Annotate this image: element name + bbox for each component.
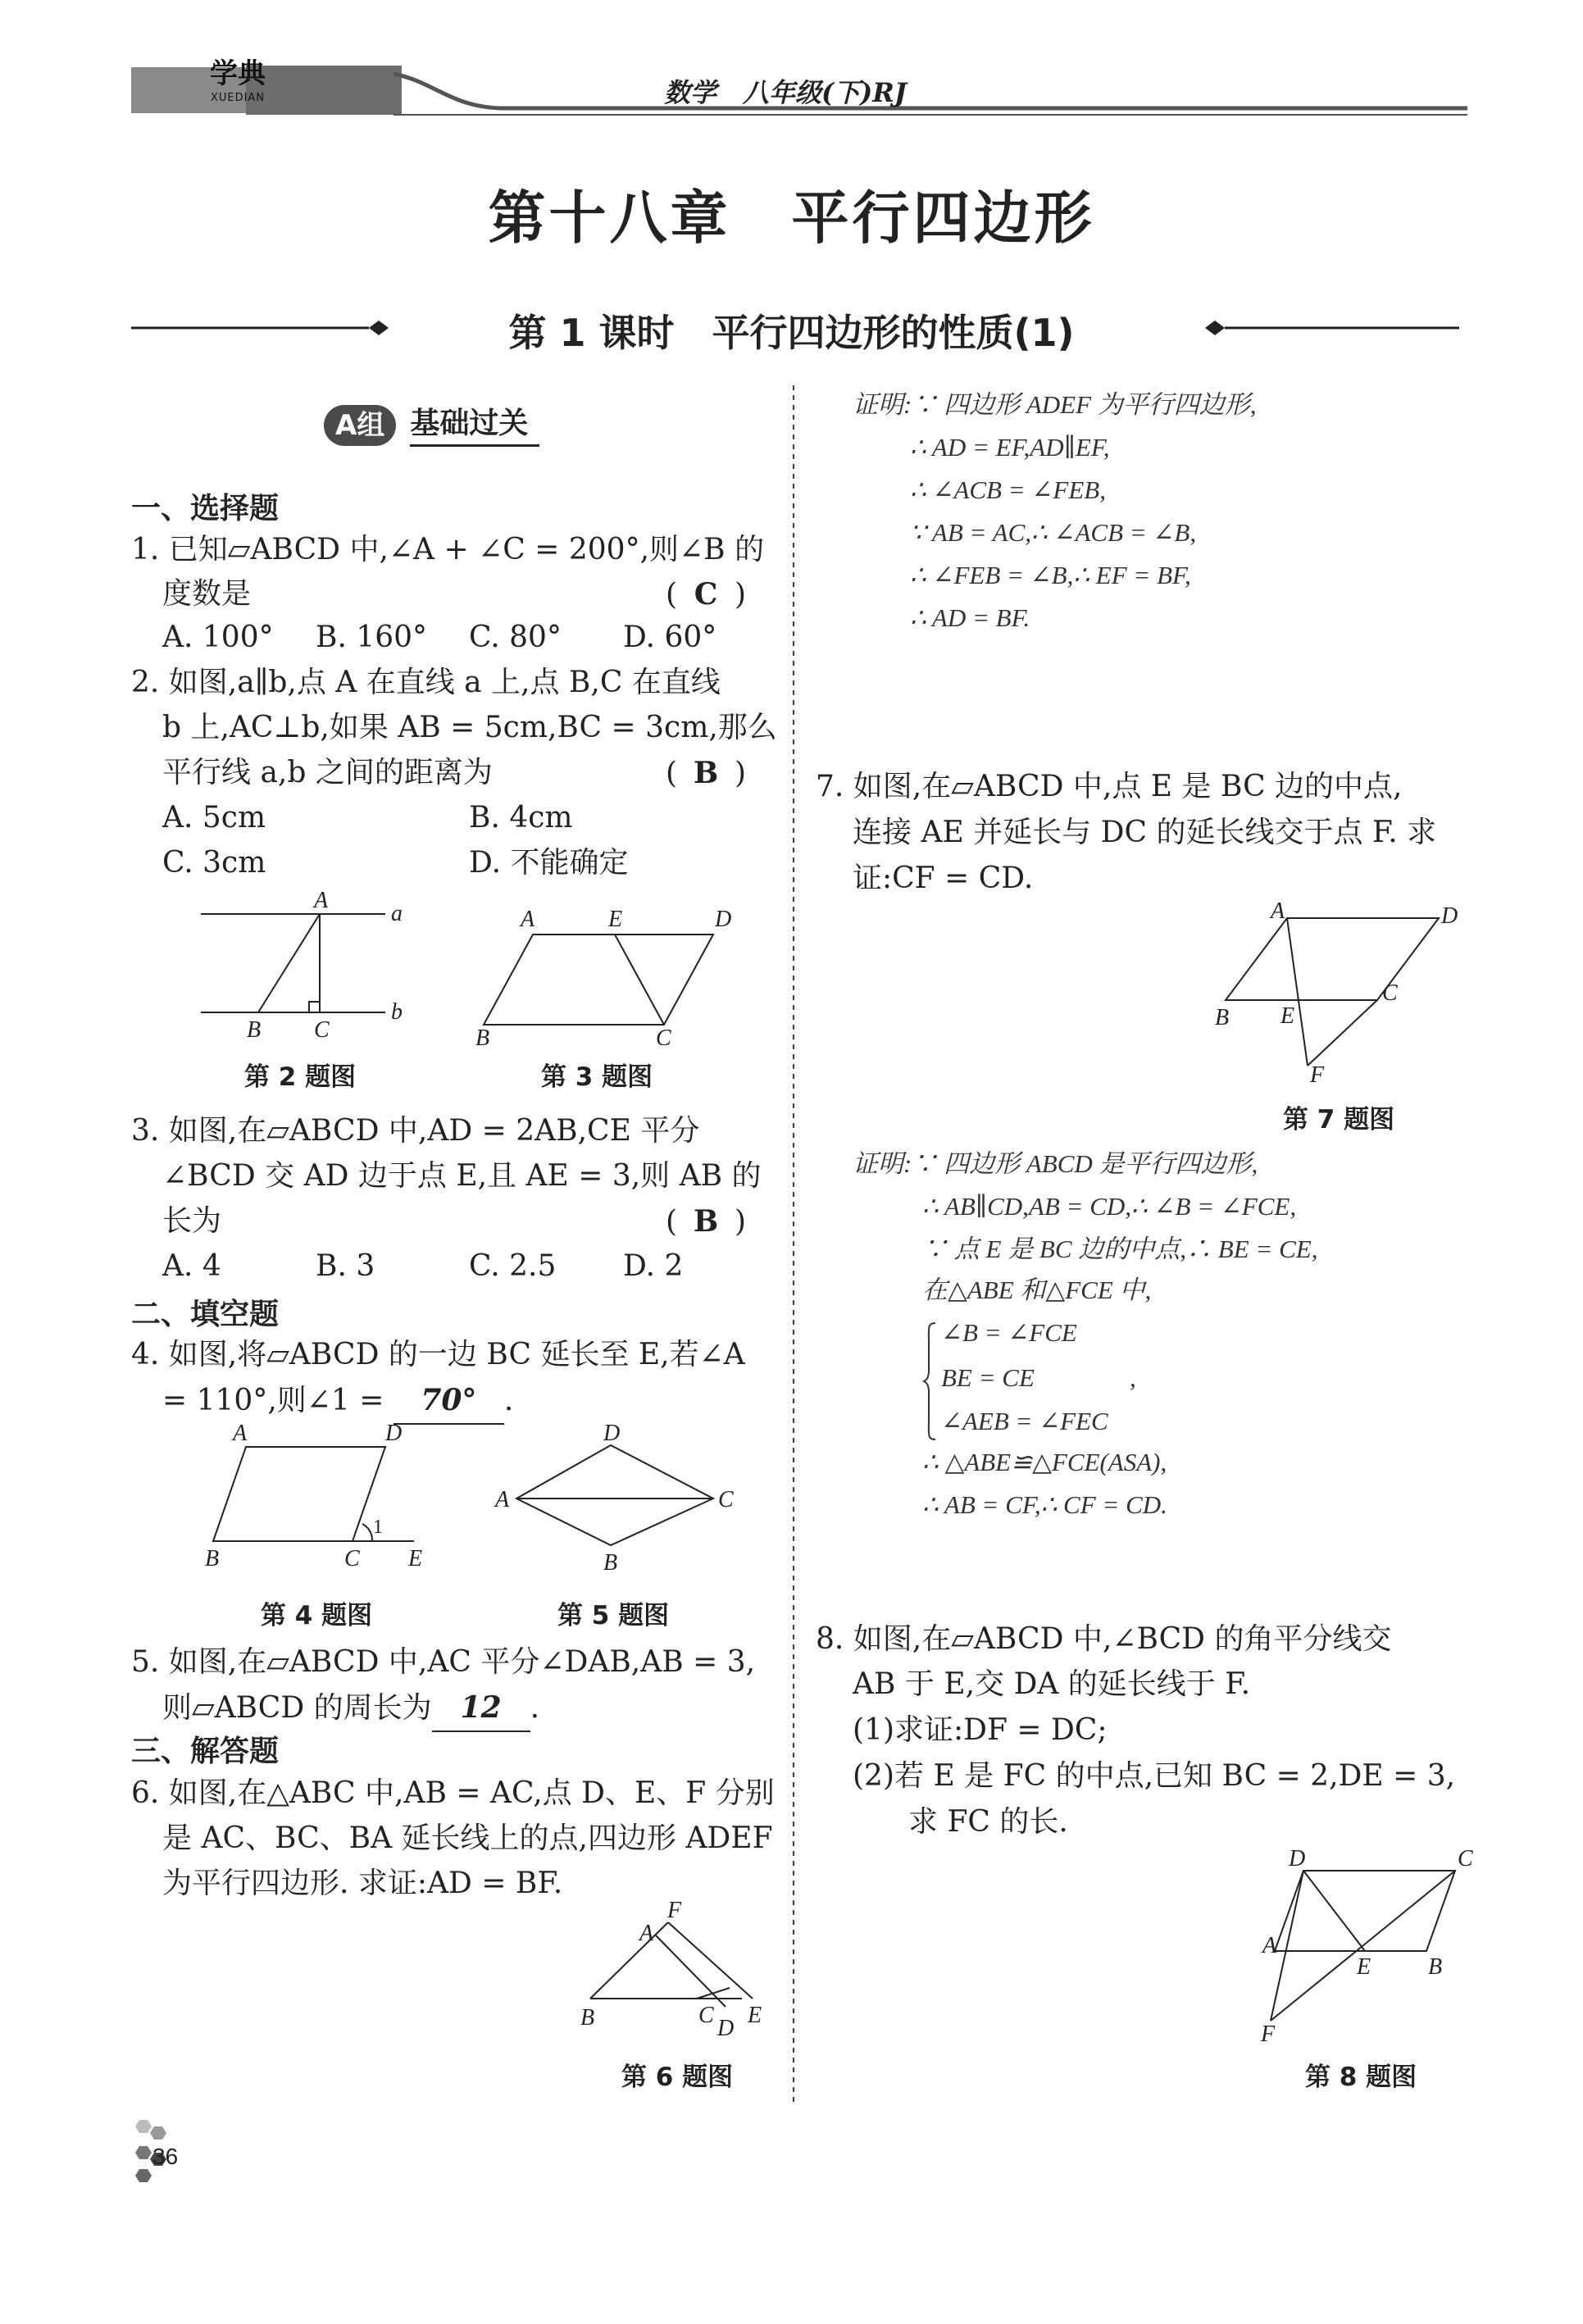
q4-line2-suffix: . [503,1384,514,1417]
q2-opt-a: A. 5cm [162,801,266,835]
proof6-line5: ∴ ∠FEB = ∠B,∴ EF = BF, [910,561,1191,589]
q8-line4: (2)若 E 是 FC 的中点,已知 BC = 2,DE = 3, [853,1759,1456,1793]
label-A: A [639,1921,654,1946]
label-C: C [1458,1846,1473,1871]
q3-answer: B [693,1204,719,1239]
q6-line2: 是 AC、BC、BA 延长线上的点,四边形 ADEF [162,1821,773,1855]
chapter-title: 第十八章 平行四边形 [488,184,1095,252]
section-solve: 三、解答题 [131,1735,280,1768]
q5-line2-prefix: 则▱ABCD 的周长为 [162,1691,432,1725]
section-choice: 一、选择题 [131,492,280,525]
label-A: A [521,907,535,932]
proof7-brace1: ∠B = ∠FCE [941,1318,1077,1347]
label-B: B [580,2005,595,2031]
fig2-caption: 第 2 题图 [244,1062,357,1092]
parallelogram-abcd [213,1447,385,1541]
right-angle-mark [309,1002,320,1012]
segment-cf [1308,1000,1377,1066]
segment-de [697,1988,730,1999]
q1-opt-c: C. 80° [469,621,562,654]
q1-opt-b: B. 160° [316,621,428,654]
q4-line1: 4. 如图,将▱ABCD 的一边 BC 延长至 E,若∠A [131,1338,745,1371]
q7-line3: 证:CF = CD. [853,862,1034,895]
q2-opt-c: C. 3cm [162,846,266,880]
label-E: E [748,2003,762,2028]
label-C: C [1382,980,1398,1006]
label-B: B [475,1026,490,1045]
proof7-line4: 在△ABE 和△FCE 中, [922,1276,1152,1304]
proof6-line1: 证明:∵ 四边形 ADEF 为平行四边形, [853,390,1257,419]
group-title: 基础过关 [410,403,539,447]
label-E: E [408,1546,423,1571]
proof6-line6: ∴ AD = BF. [910,603,1030,632]
q1-opt-a: A. 100° [162,621,274,654]
label-B: B [205,1546,220,1571]
label-C: C [344,1546,360,1571]
label-D: D [603,1422,621,1446]
label-B: B [247,1017,262,1043]
q7-line2: 连接 AE 并延长与 DC 的延长线交于点 F. 求 [853,816,1437,849]
q3-line1: 3. 如图,在▱ABCD 中,AD = 2AB,CE 平分 [131,1114,700,1148]
parallelogram-abcd [1275,1871,1455,1951]
label-D: D [1441,903,1458,929]
label-A: A [495,1487,510,1512]
group-badge: A组 [324,405,396,446]
q1-line2: 度数是 [162,577,252,611]
column-divider [791,385,796,2107]
label-D: D [717,2016,735,2041]
figure-8 [1246,1844,1492,2049]
q6-line1: 6. 如图,在△ABC 中,AB = AC,点 D、E、F 分别 [131,1776,775,1810]
q2-answer: B [693,756,719,790]
q8-line2: AB 于 E,交 DA 的延长线于 F. [853,1667,1251,1701]
q5-line2-suffix: . [530,1691,540,1725]
figure-5 [492,1422,738,1574]
figure-2 [193,889,414,1045]
label-D: D [1289,1846,1306,1871]
label-1: 1 [373,1517,383,1538]
q8-line3: (1)求证:DF = DC; [853,1713,1108,1747]
q5-answer: 12 [432,1685,530,1732]
q2-line2: b 上,AC⊥b,如果 AB = 5cm,BC = 3cm,那么 [162,711,777,744]
q5-line2 [162,1685,539,1732]
label-C: C [698,2003,714,2028]
fig7-caption: 第 7 题图 [1283,1105,1395,1135]
q3-line3: 长为 [162,1204,222,1238]
q1-answer-bracket: ( C ) [666,571,746,618]
segment-af [1287,918,1308,1066]
figure-3 [459,902,746,1045]
q6-line3: 为平行四边形. 求证:AD = BF. [162,1867,563,1900]
q2-opt-d: D. 不能确定 [469,846,629,880]
label-C: C [718,1487,734,1512]
lesson-title: 第 1 课时 平行四边形的性质(1) [508,311,1075,355]
q1-opt-d: D. 60° [623,621,717,654]
label-A: A [233,1422,248,1446]
fig8-caption: 第 8 题图 [1305,2062,1417,2092]
label-C: C [656,1026,671,1045]
brace [922,1320,939,1443]
parallelogram-abcd [484,935,713,1025]
page-number: 36 [152,2144,179,2169]
logo-text: 学典 [210,57,266,90]
q8-line5: 求 FC 的长. [908,1805,1068,1839]
label-F: F [1261,2022,1276,2047]
label-C: C [314,1017,330,1043]
rhombus-abcd [516,1445,713,1545]
label-a: a [391,901,403,926]
proof7-line1: 证明:∵ 四边形 ABCD 是平行四边形, [853,1149,1258,1178]
q3-opt-a: A. 4 [162,1249,221,1283]
figure-4 [197,1422,443,1574]
segment-de [1303,1871,1365,1951]
section-fill: 二、填空题 [131,1298,280,1331]
q4-line2-prefix: = 110°,则∠1 = [162,1384,393,1417]
q3-answer-bracket: ( B ) [666,1198,746,1245]
fig4-caption: 第 4 题图 [261,1601,373,1630]
q2-answer-bracket: ( B ) [666,750,746,797]
label-E: E [608,907,623,932]
header-subject: 数学 八年级(下)RJ [664,77,907,108]
q3-opt-c: C. 2.5 [469,1249,557,1283]
label-D: D [385,1422,403,1446]
proof6-line3: ∴ ∠ACB = ∠FEB, [910,475,1106,504]
q2-line1: 2. 如图,a∥b,点 A 在直线 a 上,点 B,C 在直线 [131,666,721,699]
label-E: E [1281,1003,1295,1029]
label-A: A [1271,898,1285,924]
proof7-line3: ∵ 点 E 是 BC 边的中点,∴ BE = CE, [922,1235,1318,1263]
q3-line2: ∠BCD 交 AD 边于点 E,且 AE = 3,则 AB 的 [162,1159,762,1193]
proof7-line5: ∴ △ABE≌△FCE(ASA), [922,1448,1167,1476]
label-B: B [603,1550,618,1574]
label-b: b [391,999,403,1025]
q2-line3: 平行线 a,b 之间的距离为 [162,756,493,789]
proof7-line2: ∴ AB∥CD,AB = CD,∴ ∠B = ∠FCE, [922,1192,1297,1221]
proof7-brace-comma: , [1130,1363,1136,1392]
q3-opt-b: B. 3 [316,1249,375,1283]
segment-bf [590,1922,668,1999]
proof7-brace2: BE = CE [941,1363,1035,1392]
group-heading [324,403,539,447]
label-F: F [1310,1062,1325,1088]
proof7-brace3: ∠AEB = ∠FEC [941,1407,1108,1435]
q1-line1: 1. 已知▱ABCD 中,∠A + ∠C = 200°,则∠B 的 [131,533,765,566]
logo-subtitle: XUEDIAN [210,92,266,104]
segment-ce [615,935,664,1025]
q8-line1: 8. 如图,在▱ABCD 中,∠BCD 的角平分线交 [816,1622,1392,1656]
fig3-caption: 第 3 题图 [541,1062,653,1092]
angle-1-arc [362,1524,372,1541]
q4-answer: 70° [393,1377,504,1425]
figure-7 [1205,894,1476,1090]
q1-answer: C [694,577,718,612]
fig5-caption: 第 5 题图 [557,1601,670,1630]
label-A: A [314,889,329,913]
q7-line1: 7. 如图,在▱ABCD 中,点 E 是 BC 边的中点, [816,770,1403,803]
q2-opt-b: B. 4cm [469,801,573,835]
fig6-caption: 第 6 题图 [621,2062,734,2092]
segment-ab [258,914,320,1012]
label-B: B [1215,1005,1230,1030]
proof6-line2: ∴ AD = EF,AD∥EF, [910,433,1110,462]
q4-line2 [162,1377,513,1425]
label-B: B [1428,1954,1443,1980]
q3-opt-d: D. 2 [623,1249,684,1283]
q5-line1: 5. 如图,在▱ABCD 中,AC 平分∠DAB,AB = 3, [131,1645,756,1679]
parallelogram-abcd [1226,918,1439,1000]
figure-6 [566,1898,787,2045]
proof7-line6: ∴ AB = CF,∴ CF = CD. [922,1490,1167,1519]
label-A: A [1262,1933,1277,1958]
label-F: F [667,1898,682,1923]
label-D: D [715,907,732,932]
segment-ad [656,1935,726,2007]
label-E: E [1357,1954,1371,1980]
proof6-line4: ∵ AB = AC,∴ ∠ACB = ∠B, [910,518,1197,547]
